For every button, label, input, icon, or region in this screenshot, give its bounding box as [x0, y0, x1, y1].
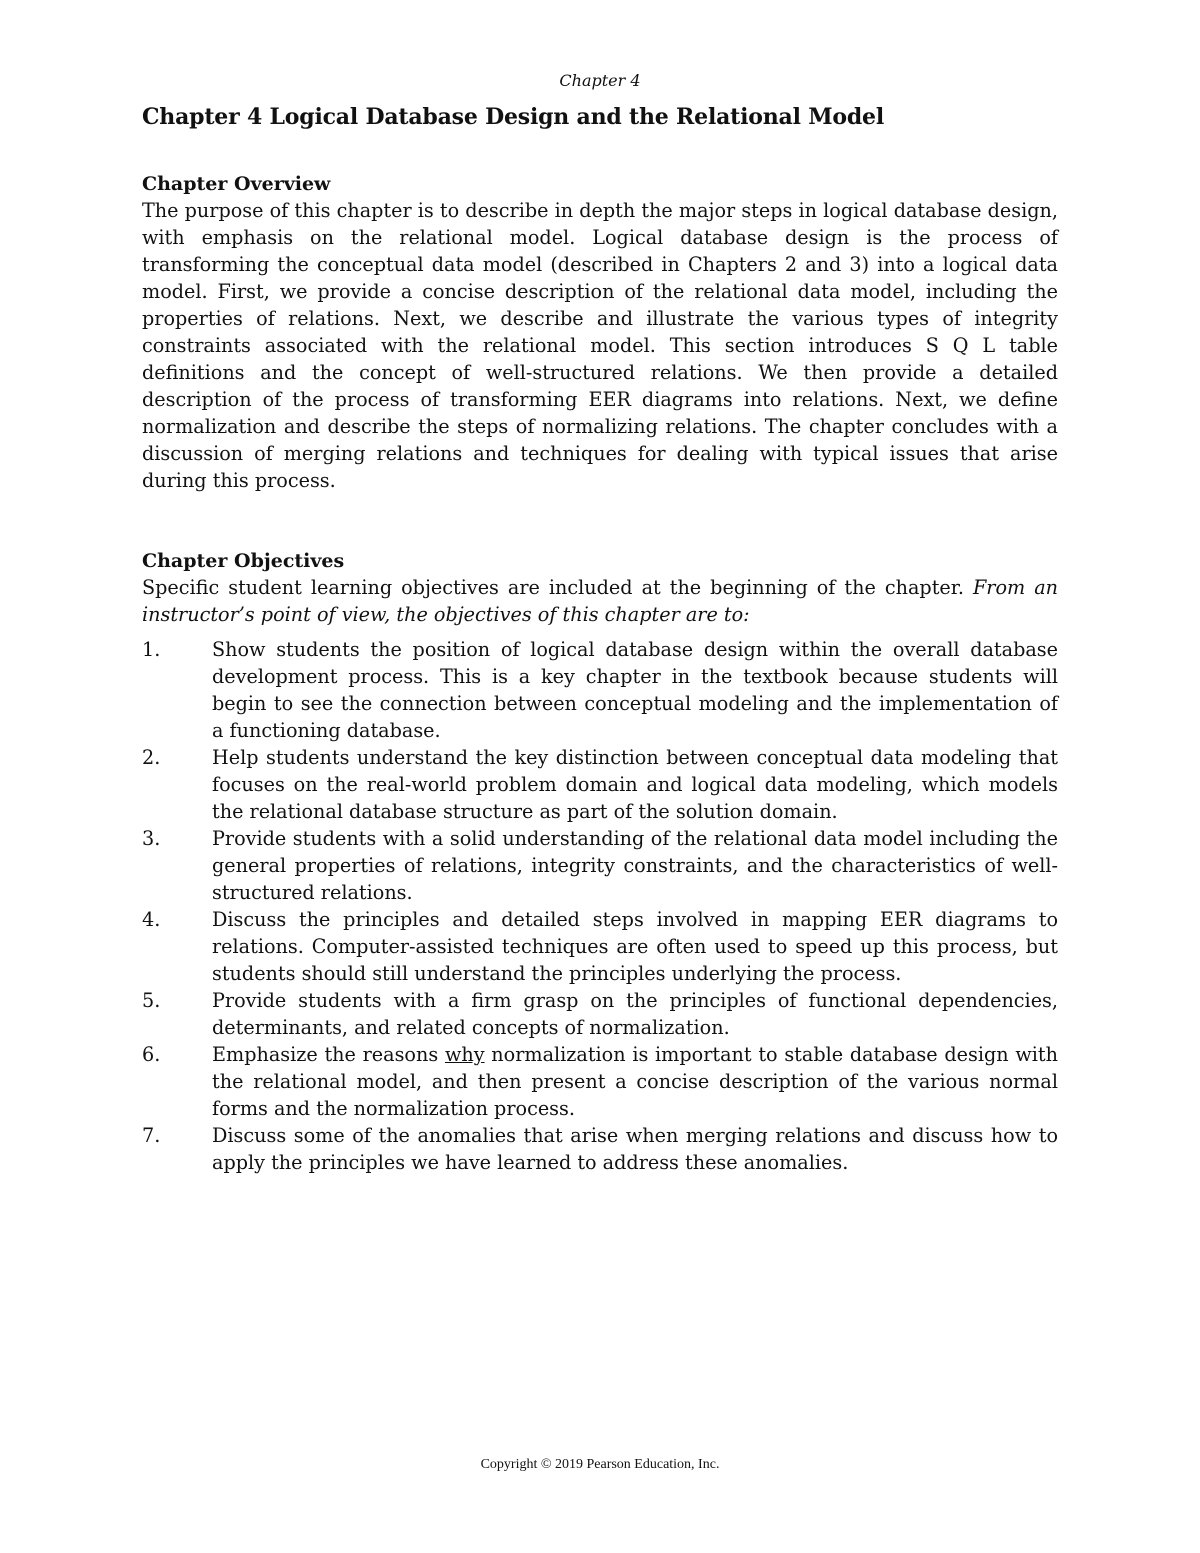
objective-number: 7.	[142, 1124, 161, 1147]
objective-number: 1.	[142, 638, 161, 661]
objectives-list	[142, 636, 1058, 1176]
objective-number: 5.	[142, 989, 161, 1012]
objective-text	[212, 1041, 1058, 1122]
objective-item-5	[142, 987, 1058, 1041]
objective-text: Discuss some of the anomalies that arise when merging relations and discuss how to apply the principles we have learned to address these anomalies.	[212, 1124, 1058, 1174]
page-content	[142, 101, 1058, 1176]
objective-emphasis-why: why	[444, 1043, 485, 1066]
objectives-intro-text: Specific student learning objectives are included at the beginning of the chapter.	[142, 576, 973, 599]
objective-text: Provide students with a solid understanding of the relational data model including the general properties of relations, integrity constraints, and the characteristics of well-structured relations.	[212, 827, 1058, 904]
objective-text: Help students understand the key distinction between conceptual data modeling that focuses on the real-world problem domain and logical data modeling, which models the relational database structure as part of the solution domain.	[212, 746, 1058, 823]
objectives-intro-italic: From an instructor’s point of view, the objectives of this chapter are to:	[142, 576, 1059, 626]
objective-item-4	[142, 906, 1058, 987]
objective-text: Show students the position of logical database design within the overall database development process. This is a key chapter in the textbook because students will begin to see the connection between conceptual modeling and the implementation of a functioning database.	[212, 638, 1058, 742]
objective-text-after: normalization is important to stable database design with the relational model, and then present a concise description of the various normal forms and the normalization process.	[212, 1043, 1058, 1120]
objective-text-before: Emphasize the reasons	[212, 1043, 445, 1066]
objective-item-6	[142, 1041, 1058, 1122]
objective-text: Discuss the principles and detailed steps involved in mapping EER diagrams to relations. Computer-assisted techniques are often used to speed up this process, but students should still understand the principles underlying the process.	[212, 908, 1058, 985]
objective-number: 6.	[142, 1043, 161, 1066]
overview-heading: Chapter Overview	[142, 173, 331, 195]
objective-number: 2.	[142, 746, 161, 769]
objective-item-3	[142, 825, 1058, 906]
running-header: Chapter 4	[559, 71, 641, 90]
objective-item-2	[142, 744, 1058, 825]
objectives-heading: Chapter Objectives	[142, 550, 345, 572]
copyright-footer: Copyright © 2019 Pearson Education, Inc.	[480, 1457, 720, 1472]
objective-item-7	[142, 1122, 1058, 1176]
chapter-title: Chapter 4 Logical Database Design and the Relational Model	[142, 104, 884, 130]
objective-number: 3.	[142, 827, 161, 850]
objective-item-1	[142, 636, 1058, 744]
objective-number: 4.	[142, 908, 161, 931]
objective-text: Provide students with a firm grasp on the principles of functional dependencies, determinants, and related concepts of normalization.	[212, 989, 1058, 1039]
objectives-intro	[142, 574, 1058, 628]
overview-paragraph: The purpose of this chapter is to describe in depth the major steps in logical database design, with emphasis on the relational model. Logical database design is the process of transforming the conceptual data model (described in Chapters 2 and 3) into a logical data model. First, we provide a concise description of the relational data model, including the properties of relations. Next, we describe and illustrate the various types of integrity constraints associated with the relational model. This section introduces S Q L table definitions and the concept of well-structured relations. We then provide a detailed description of the process of transforming EER diagrams into relations. Next, we define normalization and describe the steps of normalizing relations. The chapter concludes with a discussion of merging relations and techniques for dealing with typical issues that arise during this process.	[142, 199, 1058, 492]
